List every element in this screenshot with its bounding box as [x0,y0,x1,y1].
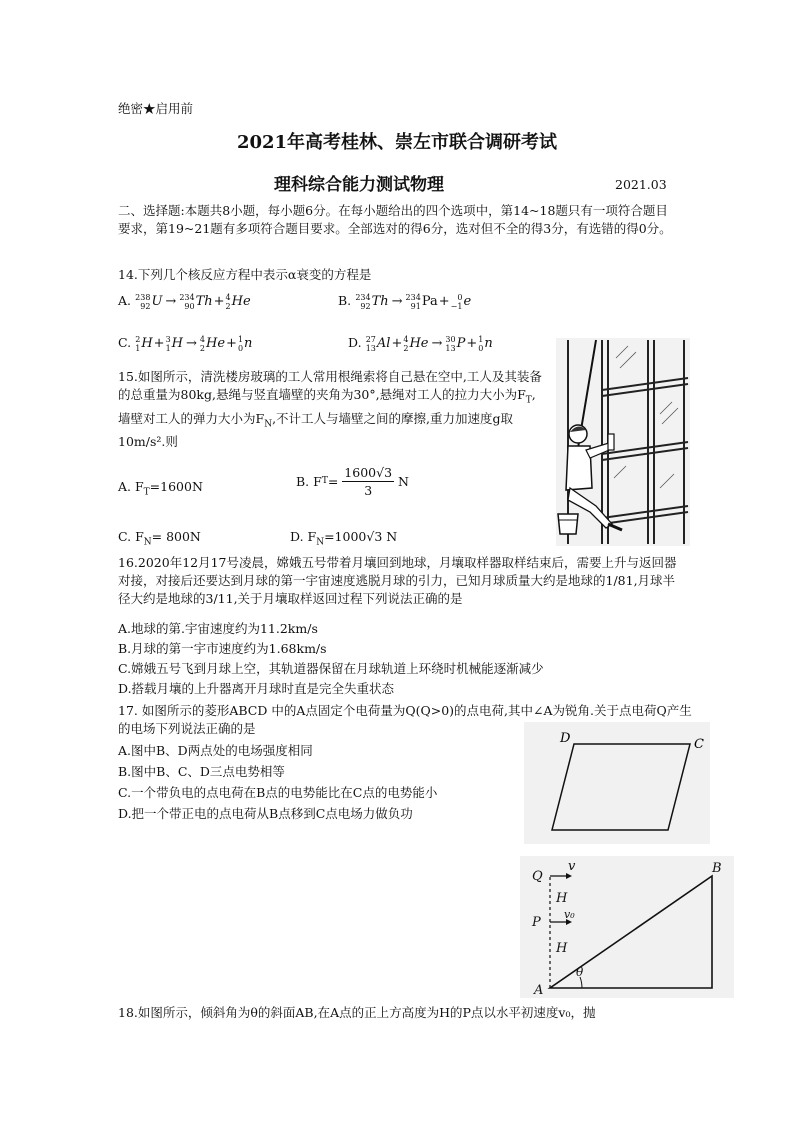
incline-label-h2: H [556,941,568,956]
rhombus-diagram [524,722,710,844]
exam-date: 2021.03 [615,177,667,192]
q17-figure-rhombus [524,722,710,844]
q15-option-a: A. $F_T=1600N$ [118,479,203,498]
q17-option-b: B.图中B、C、D三点电势相等 [118,764,285,779]
q14-option-c: C. 2 1 H+ 3 1 H → 4 2 He+ 1 0 n [118,334,253,353]
exam-subtitle: 理科综合能力测试物理 [274,175,444,195]
q15-option-d: D. $F_N=1000√3$ N [290,529,398,548]
q15-option-c: C. $F_N= 800N$ [118,529,201,548]
q16-option-b: B.月球的第一宇市速度约为1.68km/s [118,641,327,656]
incline-label-h1: H [556,891,568,906]
q16-stem: 16.2020年12月17号凌晨，嫦娥五号带着月壤回到地球，月壤取样器取样结束后，需要上升与返回器对接，对接后还要达到月球的第一宇宙速度逃脱月球的引力，已知月球质量大约是地球的1/81,月球半径大约是地球的3/11,关于月壤取样返回过程下列说法正确的是 [118,555,677,606]
section-intro: 二、选择题:本题共8小题，每小题6分。在每小题给出的四个选项中，第14~18题只有一项符合题目要求，第19~21题有多项符合题目要求。全部选对的得6分，选对但不全的得3分，有选错的得0分。 [118,203,672,236]
q15-figure-window-washer [556,338,690,546]
exam-title: 2021年高考桂林、崇左市联合调研考试 [236,132,558,153]
q17-stem: 17. 如图所示的菱形ABCD 中的A点固定个电荷量为Q(Q>0)的点电荷,其中∠A为锐角.关于点电荷Q产生的电场下列说法正确的是 [118,703,692,736]
incline-label-p: P [532,915,541,930]
q15-stem: 15.如图所示，清洗楼房玻璃的工人常用根绳索将自己悬在空中,工人及其装备的总重量为80kg,悬绳与竖直墙壁的夹角为30°,悬绳对工人的拉力大小为$F_T$,墙壁对工人的弹力大小为$F_N$,不计工人与墙壁之间的摩擦,重力加速度g取10m/s².则 [118,369,542,449]
window-washer-illustration [556,338,690,546]
q16-option-d: D.搭载月壤的上升器离开月球时直是完全失重状态 [118,681,395,696]
q14-stem: 14.下列几个核反应方程中表示α衰变的方程是 [118,267,372,282]
q14-option-d: D. 27 13 Al+ 4 2 He → 30 13 P+ 1 0 n [348,334,493,353]
incline-label-q: Q [532,869,543,884]
secret-label: 绝密★启用前 [118,101,194,116]
q18-stem: 18.如图所示，倾斜角为θ的斜面AB,在A点的正上方高度为H的P点以水平初速度v₀，抛 [118,1005,596,1020]
incline-label-v: v [568,859,576,874]
q15-option-b: B. FT= $\frac{1600√3}{3}$ N [296,465,409,498]
incline-label-v0: v₀ [564,908,575,921]
q17-option-c: C.一个带负电的点电荷在B点的电势能比在C点的电势能小 [118,785,438,800]
q14-option-b: B. 234 92 Th → 234 91 Pa+ 0 −1 e [338,292,472,311]
incline-diagram [520,856,734,998]
q14-option-a: A. 238 92 U → 234 90 Th+ 4 2 He [118,292,251,311]
q18-figure-incline [520,856,734,998]
rhombus-label-c: C [694,737,704,752]
q17-option-d: D.把一个带正电的点电荷从B点移到C点电场力做负功 [118,806,413,821]
q17-option-a: A.图中B、D两点处的电场强度相同 [118,743,313,758]
incline-label-theta: θ [576,965,584,979]
q16-option-c: C.嫦娥五号飞到月球上空，其轨道器保留在月球轨道上环绕时机械能逐渐减少 [118,661,544,676]
q16-option-a: A.地球的第.宇宙速度约为11.2km/s [118,621,318,636]
rhombus-label-d: D [560,731,571,746]
incline-label-a: A [534,983,544,998]
incline-label-b: B [712,861,722,876]
